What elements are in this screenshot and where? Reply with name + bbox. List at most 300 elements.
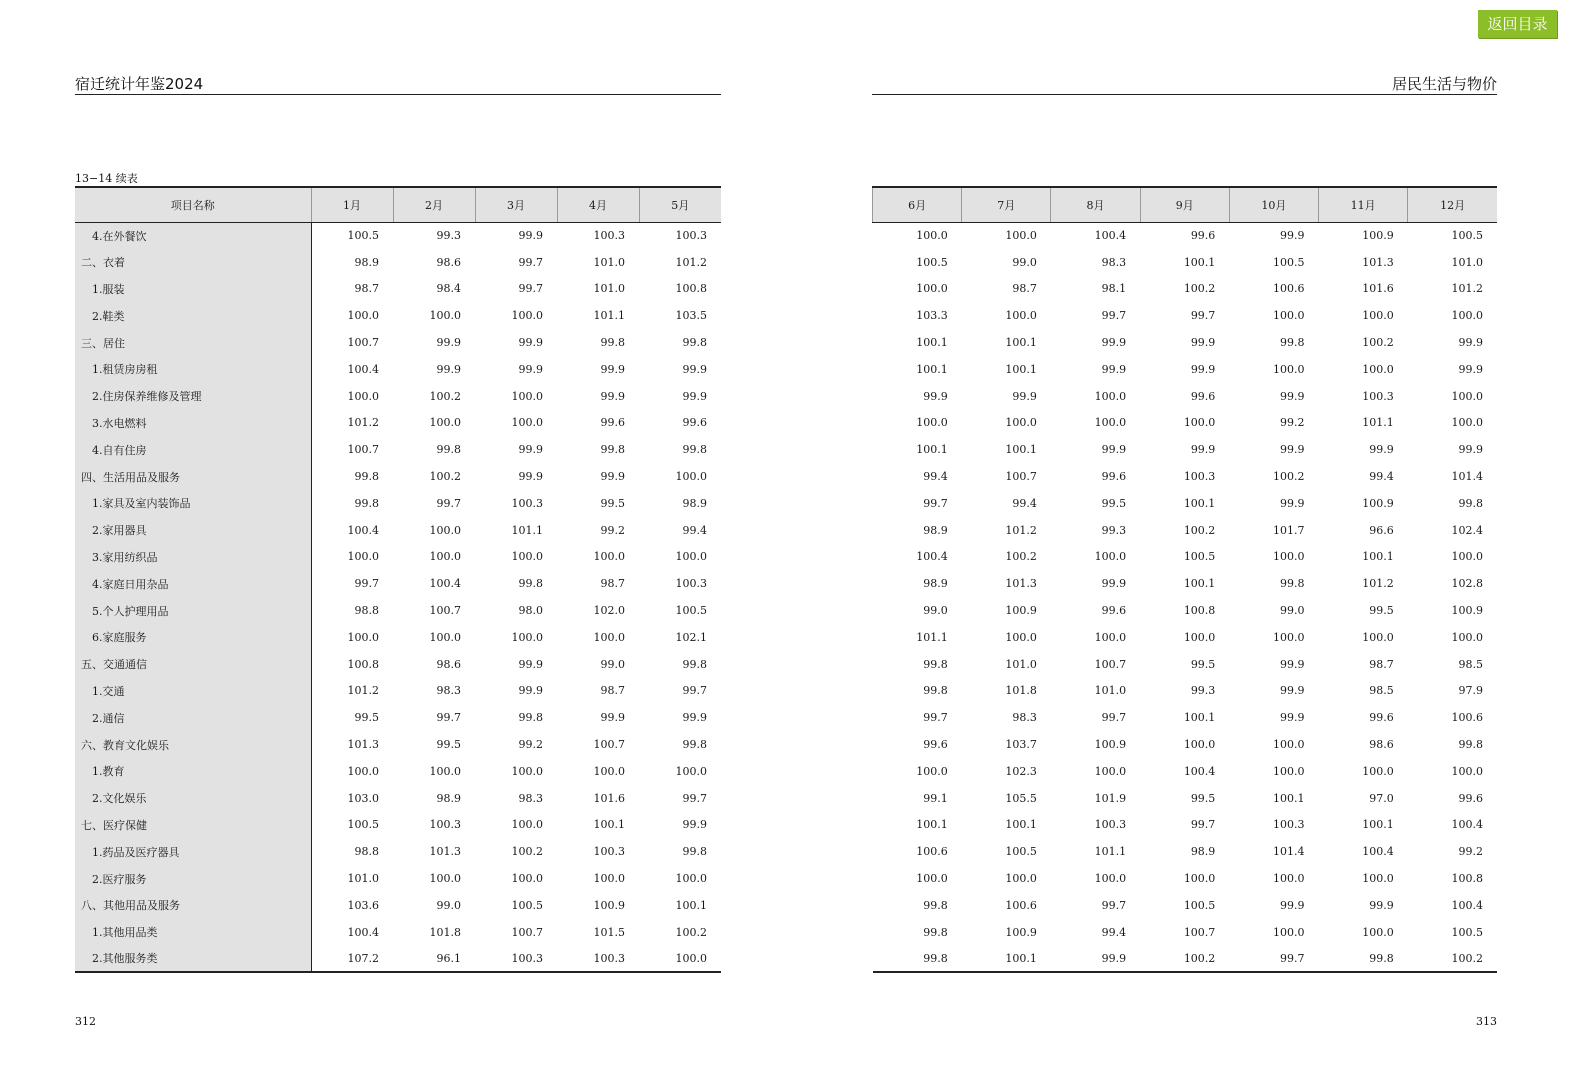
table-row <box>75 704 721 731</box>
value-cell: 100.2 <box>675 925 707 939</box>
value-cell: 99.7 <box>436 711 461 725</box>
item-name-cell: 4.自有住房 <box>75 436 311 463</box>
value-cell: 100.7 <box>1094 657 1127 671</box>
value-cell: 99.9 <box>1458 443 1483 457</box>
value-cell: 96.6 <box>1369 523 1394 537</box>
value-cell: 100.0 <box>511 818 543 832</box>
value-cell: 99.9 <box>518 362 543 376</box>
value-cell: 100.1 <box>1005 336 1037 350</box>
table-row <box>75 812 721 839</box>
value-cell: 100.0 <box>916 872 948 886</box>
value-cell: 99.9 <box>682 818 707 832</box>
value-cell: 100.0 <box>1094 416 1127 430</box>
value-cell: 98.9 <box>1190 845 1216 859</box>
value-cell: 102.1 <box>675 630 707 644</box>
value-cell: 100.4 <box>1451 898 1483 912</box>
item-name-cell: 2.医疗服务 <box>75 865 311 892</box>
table-header-row <box>75 187 721 222</box>
value-cell: 99.9 <box>518 336 543 350</box>
item-name-cell: 1.教育 <box>75 758 311 785</box>
value-cell: 99.4 <box>682 523 707 537</box>
value-cell: 101.8 <box>1005 684 1037 698</box>
value-cell: 100.0 <box>916 282 948 296</box>
item-name-cell: 四、生活用品及服务 <box>75 463 311 490</box>
value-cell: 100.2 <box>1005 550 1037 564</box>
value-cell: 99.2 <box>1458 845 1483 859</box>
value-cell: 100.1 <box>916 443 948 457</box>
item-name-cell: 1.药品及医疗器具 <box>75 838 311 865</box>
table-row <box>873 544 1498 571</box>
table-row <box>75 785 721 812</box>
value-cell: 97.0 <box>1369 791 1394 805</box>
running-header-right: 居民生活与物价 <box>1391 75 1497 93</box>
value-cell: 98.5 <box>1458 657 1483 671</box>
value-cell: 99.8 <box>923 898 948 912</box>
value-cell: 101.0 <box>593 282 625 296</box>
table-row <box>873 704 1498 731</box>
value-cell: 99.6 <box>1101 604 1127 618</box>
value-cell: 100.2 <box>1140 946 1229 973</box>
price-index-table-left <box>75 186 721 973</box>
value-cell: 100.0 <box>1183 738 1216 752</box>
value-cell: 100.0 <box>429 416 461 430</box>
value-cell: 100.0 <box>1273 550 1305 564</box>
value-cell: 100.0 <box>347 630 379 644</box>
table-row <box>873 946 1498 973</box>
item-name-cell: 3.家用纺织品 <box>75 544 311 571</box>
value-cell: 100.2 <box>1183 282 1216 296</box>
value-cell: 100.4 <box>916 550 948 564</box>
table-row <box>75 356 721 383</box>
back-to-contents-button[interactable]: 返回目录 <box>1478 10 1557 38</box>
value-cell: 100.2 <box>511 845 543 859</box>
value-cell: 100.0 <box>675 550 707 564</box>
value-cell: 99.9 <box>436 362 461 376</box>
value-cell: 98.9 <box>923 577 948 591</box>
value-cell: 100.0 <box>429 550 461 564</box>
value-cell: 100.2 <box>1273 470 1305 484</box>
value-cell: 100.3 <box>1362 389 1394 403</box>
item-name-cell: 3.水电燃料 <box>75 410 311 437</box>
value-cell: 100.0 <box>1273 362 1305 376</box>
item-name-cell: 1.交通 <box>75 678 311 705</box>
table-row <box>873 302 1498 329</box>
value-cell: 98.8 <box>354 604 379 618</box>
column-header-month: 7月 <box>962 187 1051 222</box>
value-cell: 101.0 <box>1451 255 1483 269</box>
value-cell: 100.1 <box>1362 818 1394 832</box>
value-cell: 103.7 <box>1005 738 1037 752</box>
table-row <box>873 570 1498 597</box>
item-name-cell: 2.文化娱乐 <box>75 785 311 812</box>
value-cell: 105.5 <box>1005 791 1037 805</box>
table-row <box>873 356 1498 383</box>
item-name-cell: 七、医疗保健 <box>75 812 311 839</box>
value-cell: 98.9 <box>923 523 948 537</box>
value-cell: 100.7 <box>347 443 379 457</box>
value-cell: 100.0 <box>511 630 543 644</box>
item-name-cell: 5.个人护理用品 <box>75 597 311 624</box>
value-cell: 100.2 <box>1362 336 1394 350</box>
value-cell: 99.6 <box>1369 711 1394 725</box>
column-header-month: 5月 <box>639 187 721 222</box>
column-header-month: 2月 <box>393 187 475 222</box>
value-cell: 100.1 <box>916 336 948 350</box>
value-cell: 99.8 <box>1458 738 1483 752</box>
table-row <box>75 249 721 276</box>
value-cell: 100.0 <box>429 523 461 537</box>
value-cell: 100.0 <box>347 389 379 403</box>
value-cell: 101.0 <box>347 872 379 886</box>
value-cell: 98.3 <box>436 684 461 698</box>
value-cell: 100.1 <box>916 362 948 376</box>
value-cell: 99.2 <box>518 738 543 752</box>
table-row <box>75 758 721 785</box>
value-cell: 100.1 <box>1273 791 1305 805</box>
value-cell: 99.9 <box>1280 496 1305 510</box>
value-cell: 99.6 <box>923 738 948 752</box>
value-cell: 99.8 <box>436 443 461 457</box>
value-cell: 100.5 <box>511 898 543 912</box>
value-cell: 99.9 <box>1280 229 1305 243</box>
value-cell: 99.7 <box>354 577 379 591</box>
table-row <box>873 651 1498 678</box>
value-cell: 99.9 <box>1101 577 1127 591</box>
item-name-cell: 1.其他用品类 <box>75 919 311 946</box>
value-cell: 100.9 <box>593 898 625 912</box>
value-cell: 100.1 <box>962 946 1051 973</box>
value-cell: 101.2 <box>675 255 707 269</box>
value-cell: 101.5 <box>593 925 625 939</box>
value-cell: 100.2 <box>1183 523 1216 537</box>
value-cell: 100.1 <box>1183 496 1216 510</box>
table-row <box>75 678 721 705</box>
table-row <box>873 678 1498 705</box>
value-cell: 100.0 <box>1362 872 1394 886</box>
value-cell: 100.0 <box>511 550 543 564</box>
item-name-cell: 6.家庭服务 <box>75 624 311 651</box>
value-cell: 100.7 <box>1183 925 1216 939</box>
value-cell: 100.5 <box>347 229 379 243</box>
value-cell: 100.0 <box>593 764 625 778</box>
table-row <box>873 249 1498 276</box>
table-row <box>873 838 1498 865</box>
value-cell: 99.9 <box>600 362 625 376</box>
value-cell: 100.2 <box>429 389 461 403</box>
value-cell: 100.1 <box>1005 362 1037 376</box>
table-row <box>873 517 1498 544</box>
value-cell: 100.0 <box>916 416 948 430</box>
value-cell: 100.0 <box>1183 630 1216 644</box>
value-cell: 98.5 <box>1369 684 1394 698</box>
value-cell: 101.2 <box>347 684 379 698</box>
value-cell: 99.6 <box>600 416 625 430</box>
value-cell: 100.0 <box>675 764 707 778</box>
value-cell: 100.0 <box>593 872 625 886</box>
value-cell: 99.7 <box>1101 898 1127 912</box>
value-cell: 99.6 <box>1101 470 1127 484</box>
value-cell: 101.1 <box>593 309 625 323</box>
value-cell: 99.1 <box>923 791 948 805</box>
table-row <box>873 892 1498 919</box>
column-header-month: 3月 <box>475 187 557 222</box>
table-row <box>75 651 721 678</box>
value-cell: 100.5 <box>916 255 948 269</box>
value-cell: 98.6 <box>436 657 461 671</box>
value-cell: 99.4 <box>923 470 948 484</box>
value-cell: 99.7 <box>1229 946 1318 973</box>
value-cell: 100.0 <box>511 764 543 778</box>
header-rule-right <box>872 94 1497 95</box>
value-cell: 100.0 <box>1451 416 1483 430</box>
value-cell: 99.7 <box>436 496 461 510</box>
table-row <box>75 544 721 571</box>
column-header-month: 4月 <box>557 187 639 222</box>
value-cell: 100.3 <box>593 845 625 859</box>
value-cell: 99.9 <box>1280 898 1305 912</box>
value-cell: 107.2 <box>311 946 393 973</box>
item-name-cell: 八、其他用品及服务 <box>75 892 311 919</box>
value-cell: 99.0 <box>1280 604 1305 618</box>
table-row <box>75 731 721 758</box>
value-cell: 99.8 <box>682 738 707 752</box>
value-cell: 99.5 <box>1190 791 1216 805</box>
value-cell: 99.9 <box>1051 946 1140 973</box>
value-cell: 100.1 <box>1362 550 1394 564</box>
table-row <box>873 812 1498 839</box>
value-cell: 100.4 <box>1451 818 1483 832</box>
value-cell: 99.8 <box>923 925 948 939</box>
value-cell: 98.3 <box>518 791 543 805</box>
value-cell: 99.8 <box>1319 946 1408 973</box>
value-cell: 100.0 <box>675 872 707 886</box>
value-cell: 100.0 <box>1362 362 1394 376</box>
value-cell: 99.6 <box>1458 791 1483 805</box>
value-cell: 100.5 <box>347 818 379 832</box>
table-row <box>873 329 1498 356</box>
value-cell: 100.0 <box>1451 309 1483 323</box>
value-cell: 98.0 <box>518 604 543 618</box>
value-cell: 99.7 <box>518 282 543 296</box>
value-cell: 98.3 <box>1101 255 1127 269</box>
item-name-cell: 4.家庭日用杂品 <box>75 570 311 597</box>
value-cell: 100.8 <box>675 282 707 296</box>
value-cell: 100.0 <box>1273 872 1305 886</box>
value-cell: 103.3 <box>916 309 948 323</box>
value-cell: 100.2 <box>1408 946 1497 973</box>
table-row <box>75 329 721 356</box>
value-cell: 99.7 <box>1190 818 1216 832</box>
value-cell: 99.9 <box>923 389 948 403</box>
value-cell: 100.3 <box>429 818 461 832</box>
value-cell: 99.5 <box>1369 604 1394 618</box>
value-cell: 100.0 <box>1094 389 1127 403</box>
value-cell: 102.8 <box>1451 577 1483 591</box>
value-cell: 99.8 <box>682 443 707 457</box>
item-name-cell: 五、交通通信 <box>75 651 311 678</box>
value-cell: 100.0 <box>1005 630 1037 644</box>
value-cell: 100.3 <box>1273 818 1305 832</box>
column-header-month: 1月 <box>311 187 393 222</box>
value-cell: 99.9 <box>682 389 707 403</box>
value-cell: 99.6 <box>682 416 707 430</box>
value-cell: 100.0 <box>1273 630 1305 644</box>
column-header-month: 8月 <box>1051 187 1140 222</box>
value-cell: 100.4 <box>1094 229 1127 243</box>
value-cell: 101.3 <box>347 738 379 752</box>
value-cell: 98.7 <box>600 577 625 591</box>
value-cell: 100.0 <box>429 764 461 778</box>
value-cell: 103.5 <box>675 309 707 323</box>
value-cell: 100.3 <box>1183 470 1216 484</box>
value-cell: 99.9 <box>1190 336 1216 350</box>
value-cell: 100.3 <box>1094 818 1127 832</box>
table-row <box>75 865 721 892</box>
value-cell: 99.5 <box>600 496 625 510</box>
table-row <box>75 490 721 517</box>
value-cell: 100.1 <box>593 818 625 832</box>
value-cell: 99.7 <box>1190 309 1216 323</box>
value-cell: 100.5 <box>1183 898 1216 912</box>
table-row <box>75 919 721 946</box>
value-cell: 99.9 <box>518 657 543 671</box>
value-cell: 101.9 <box>1094 791 1127 805</box>
value-cell: 100.4 <box>429 577 461 591</box>
value-cell: 100.0 <box>675 470 707 484</box>
value-cell: 100.0 <box>1094 550 1127 564</box>
value-cell: 100.1 <box>1183 255 1216 269</box>
table-row <box>75 383 721 410</box>
value-cell: 98.7 <box>354 282 379 296</box>
value-cell: 98.3 <box>1012 711 1037 725</box>
value-cell: 99.0 <box>600 657 625 671</box>
value-cell: 100.4 <box>347 523 379 537</box>
column-header-month: 6月 <box>873 187 962 222</box>
column-header-month: 11月 <box>1319 187 1408 222</box>
value-cell: 100.0 <box>1005 416 1037 430</box>
value-cell: 100.0 <box>1362 630 1394 644</box>
value-cell: 100.8 <box>1183 604 1216 618</box>
value-cell: 100.0 <box>1183 416 1216 430</box>
value-cell: 99.8 <box>873 946 962 973</box>
table-row <box>873 490 1498 517</box>
column-header-month: 12月 <box>1408 187 1497 222</box>
value-cell: 99.5 <box>1190 657 1216 671</box>
value-cell: 99.9 <box>1280 657 1305 671</box>
value-cell: 101.6 <box>593 791 625 805</box>
value-cell: 99.9 <box>518 229 543 243</box>
value-cell: 101.7 <box>1273 523 1305 537</box>
value-cell: 99.0 <box>923 604 948 618</box>
value-cell: 100.0 <box>347 309 379 323</box>
value-cell: 100.3 <box>475 946 557 973</box>
value-cell: 100.0 <box>1362 925 1394 939</box>
value-cell: 100.1 <box>675 898 707 912</box>
value-cell: 100.1 <box>1183 711 1216 725</box>
table-row <box>873 758 1498 785</box>
value-cell: 102.0 <box>593 604 625 618</box>
value-cell: 101.1 <box>1362 416 1394 430</box>
table-row <box>75 463 721 490</box>
table-header-row <box>873 187 1498 222</box>
value-cell: 100.0 <box>347 550 379 564</box>
value-cell: 100.0 <box>1094 872 1127 886</box>
value-cell: 100.0 <box>1273 309 1305 323</box>
header-rule-left <box>75 94 721 95</box>
value-cell: 101.3 <box>429 845 461 859</box>
value-cell: 100.0 <box>1005 229 1037 243</box>
value-cell: 100.9 <box>1451 604 1483 618</box>
value-cell: 102.3 <box>1005 764 1037 778</box>
value-cell: 101.1 <box>916 630 948 644</box>
value-cell: 99.9 <box>1101 362 1127 376</box>
value-cell: 100.3 <box>593 229 625 243</box>
value-cell: 100.1 <box>1005 818 1037 832</box>
value-cell: 99.8 <box>682 336 707 350</box>
value-cell: 100.8 <box>347 657 379 671</box>
value-cell: 100.0 <box>1273 925 1305 939</box>
value-cell: 101.0 <box>593 255 625 269</box>
table-row <box>873 919 1498 946</box>
value-cell: 101.2 <box>1005 523 1037 537</box>
value-cell: 100.0 <box>1094 630 1127 644</box>
value-cell: 100.0 <box>1005 872 1037 886</box>
item-name-cell: 1.服装 <box>75 276 311 303</box>
value-cell: 99.9 <box>1369 443 1394 457</box>
table-row <box>873 436 1498 463</box>
value-cell: 100.7 <box>429 604 461 618</box>
value-cell: 99.6 <box>1190 389 1216 403</box>
value-cell: 98.6 <box>1369 738 1394 752</box>
value-cell: 100.5 <box>1273 255 1305 269</box>
item-name-cell: 二、衣着 <box>75 249 311 276</box>
value-cell: 99.8 <box>518 577 543 591</box>
value-cell: 101.4 <box>1273 845 1305 859</box>
table-row <box>75 838 721 865</box>
value-cell: 100.0 <box>347 764 379 778</box>
value-cell: 100.6 <box>1451 711 1483 725</box>
item-name-cell: 六、教育文化娱乐 <box>75 731 311 758</box>
value-cell: 100.0 <box>1094 764 1127 778</box>
table-row <box>873 731 1498 758</box>
item-name-cell: 4.在外餐饮 <box>75 222 311 249</box>
table-row <box>75 302 721 329</box>
value-cell: 100.4 <box>1183 764 1216 778</box>
value-cell: 99.9 <box>1369 898 1394 912</box>
value-cell: 100.2 <box>429 470 461 484</box>
value-cell: 99.7 <box>1101 309 1127 323</box>
value-cell: 98.7 <box>1369 657 1394 671</box>
value-cell: 99.8 <box>923 684 948 698</box>
value-cell: 99.9 <box>1280 389 1305 403</box>
value-cell: 99.9 <box>1101 443 1127 457</box>
value-cell: 99.4 <box>1012 496 1037 510</box>
value-cell: 100.0 <box>593 630 625 644</box>
value-cell: 100.9 <box>1005 925 1037 939</box>
table-row <box>873 597 1498 624</box>
item-name-cell: 2.通信 <box>75 704 311 731</box>
value-cell: 99.5 <box>436 738 461 752</box>
value-cell: 101.3 <box>1005 577 1037 591</box>
value-cell: 99.8 <box>518 711 543 725</box>
value-cell: 99.9 <box>1458 362 1483 376</box>
page-number-left: 312 <box>75 1015 96 1028</box>
value-cell: 100.9 <box>1094 738 1127 752</box>
value-cell: 98.8 <box>354 845 379 859</box>
table-row <box>75 436 721 463</box>
value-cell: 100.0 <box>429 872 461 886</box>
price-index-table-right <box>872 186 1497 973</box>
